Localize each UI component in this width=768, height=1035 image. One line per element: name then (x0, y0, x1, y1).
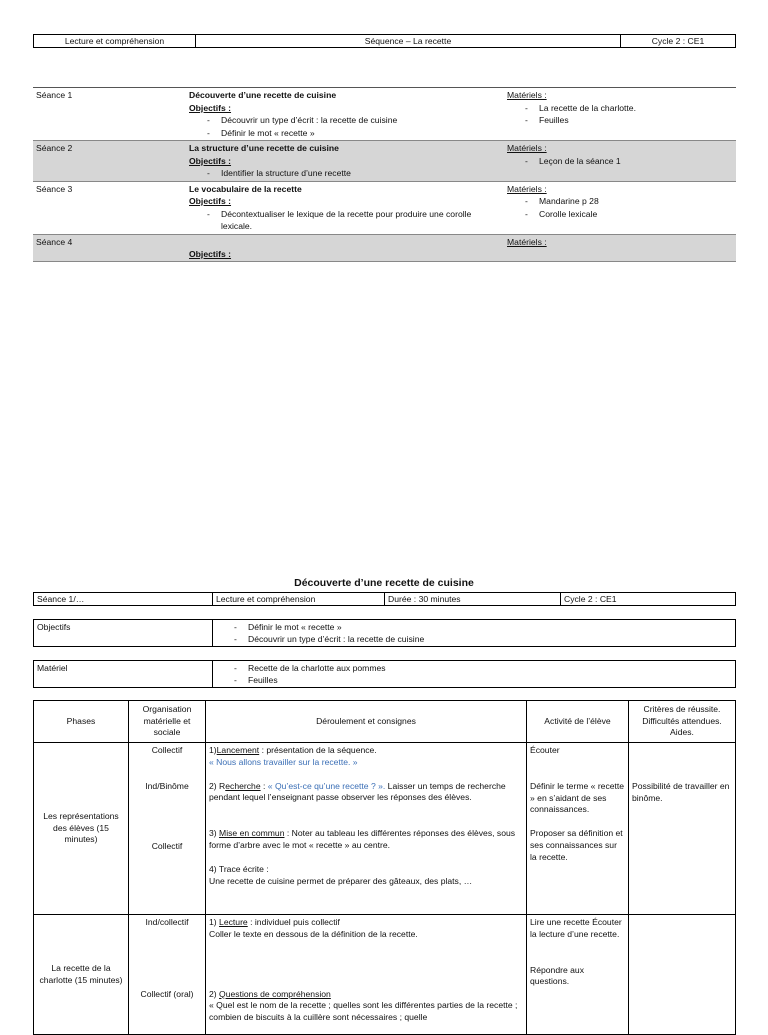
col-criteres: Critères de réussite. Difficultés attendues. Aides. (629, 701, 736, 743)
seance-name: Séance 2 (36, 143, 73, 153)
objectif-item: - Définir le mot « recette » (189, 127, 501, 140)
materiel-item: - Corolle lexicale (507, 208, 733, 221)
step-line: Coller le texte en dessous de la définition de la recette. (209, 928, 418, 939)
phase-name: Les représentations des élèves (15 minutes) (34, 743, 129, 915)
materiel-item: - Feuilles (216, 674, 732, 686)
seance-name: Séance 1 (36, 90, 73, 100)
duration-cell: Durée : 30 minutes (385, 593, 561, 606)
subject-cell: Lecture et compréhension (213, 593, 385, 606)
table-row (34, 743, 736, 915)
sequence-header (33, 34, 736, 48)
org-value: Ind/Binôme (145, 780, 189, 791)
seance-row-1 (33, 88, 736, 141)
org-value: Ind/collectif (145, 917, 189, 927)
materiel-label: Matériel (34, 661, 213, 688)
objectif-item: - Décontextualiser le lexique de la recette pour produire une corolle lexicale. (189, 208, 501, 233)
objectif-item: - Identifier la structure d’une recette (189, 167, 501, 180)
seance-row-4 (33, 234, 736, 262)
seance-title: Le vocabulaire de la recette (189, 183, 302, 194)
materiel-item: - Recette de la charlotte aux pommes (216, 662, 732, 674)
seance-title: Découverte d’une recette de cuisine (189, 90, 337, 100)
step-lecture: 1) Lecture : individuel puis collectif (209, 917, 340, 927)
table-row (34, 915, 736, 1035)
activity-value: Écouter (530, 745, 560, 755)
trace-line: Une recette de cuisine permet de préparer des gâteaux, des plats, … (209, 875, 473, 886)
cycle-cell: Cycle 2 : CE1 (621, 35, 736, 48)
activity-value: Lire une recette Écouter la lecture d’une recette. (530, 917, 622, 939)
col-deroulement: Déroulement et consignes (206, 701, 527, 743)
deroulement-table (33, 700, 736, 1035)
materiel-item: - La recette de la charlotte. (507, 102, 733, 115)
step-quote: « Nous allons travailler sur la recette. » (209, 756, 358, 767)
materiels-label: Matériels : (507, 143, 547, 153)
materiels-label: Matériels : (507, 236, 547, 247)
materiel-box (33, 660, 736, 688)
activity-value: Définir le terme « recette » en s’aidant de ses connaissances. (530, 780, 625, 815)
seance-row-3 (33, 181, 736, 234)
criteria-value: Possibilité de travailler en binôme. (632, 781, 730, 803)
seance-name: Séance 4 (36, 236, 73, 247)
materiel-item: - Leçon de la séance 1 (507, 155, 733, 168)
seance-title: La structure d’une recette de cuisine (189, 143, 339, 153)
objectif-item: - Découvrir un type d’écrit : la recette de cuisine (189, 114, 501, 127)
materiels-label: Matériels : (507, 183, 547, 194)
activity-value: Proposer sa définition et ses connaissances sur la recette. (530, 828, 623, 862)
objectifs-label: Objectifs : (189, 155, 232, 166)
fiche-header (33, 592, 736, 606)
objectif-item: - Définir le mot « recette » (216, 621, 732, 633)
materiels-label: Matériels : (507, 90, 547, 100)
org-value: Collectif (oral) (140, 988, 194, 999)
objectif-item: - Découvrir un type d’écrit : la recette de cuisine (216, 633, 732, 645)
sequence-cell: Séquence – La recette (196, 35, 621, 48)
objectifs-label: Objectifs : (189, 248, 232, 259)
org-value: Collectif (151, 840, 183, 851)
step-recherche: 2) Recherche : « Qu’est-ce qu’une recette ? ». Laisser un temps de recherche pendant lequel l’enseignant passe observer les réponses des élèves. (209, 780, 506, 803)
col-phases: Phases (34, 701, 129, 743)
step-lancement: 1)Lancement : présentation de la séquence. (209, 745, 377, 755)
phase-name: La recette de la charlotte (15 minutes) (34, 915, 129, 1035)
objectifs-label: Objectifs (34, 620, 213, 647)
org-value: Collectif (151, 745, 183, 755)
table-header-row (34, 701, 736, 743)
col-activite: Activité de l’élève (527, 701, 629, 743)
col-organisation: Organisation matérielle et sociale (129, 701, 206, 743)
activity-value: Répondre aux questions. (530, 964, 584, 987)
objectifs-label: Objectifs : (189, 196, 232, 206)
seances-table (33, 87, 736, 262)
cycle-cell: Cycle 2 : CE1 (561, 593, 736, 606)
materiel-item: - Mandarine p 28 (507, 195, 733, 208)
seance-name: Séance 3 (36, 183, 73, 194)
step-line: « Quel est le nom de la recette ; quelles sont les différentes parties de la recette ; combien de biscuits à la cuillère sont nécessaires ; quelle (209, 1000, 518, 1023)
step-trace-ecrite: 4) Trace écrite : (209, 863, 269, 874)
materiel-item: - Feuilles (507, 114, 733, 127)
objectifs-box (33, 619, 736, 647)
objectifs-label: Objectifs : (189, 102, 232, 113)
fiche-title: Découverte d’une recette de cuisine (294, 577, 474, 589)
subject-cell: Lecture et compréhension (34, 35, 196, 48)
seance-row-2 (33, 141, 736, 182)
seance-number: Séance 1/… (34, 593, 213, 606)
step-mise-en-commun: 3) Mise en commun : Noter au tableau les différentes réponses des élèves, sous forme d’arbre avec le mot « recette » au centre. (209, 828, 516, 850)
step-questions: 2) Questions de compréhension (209, 988, 331, 999)
